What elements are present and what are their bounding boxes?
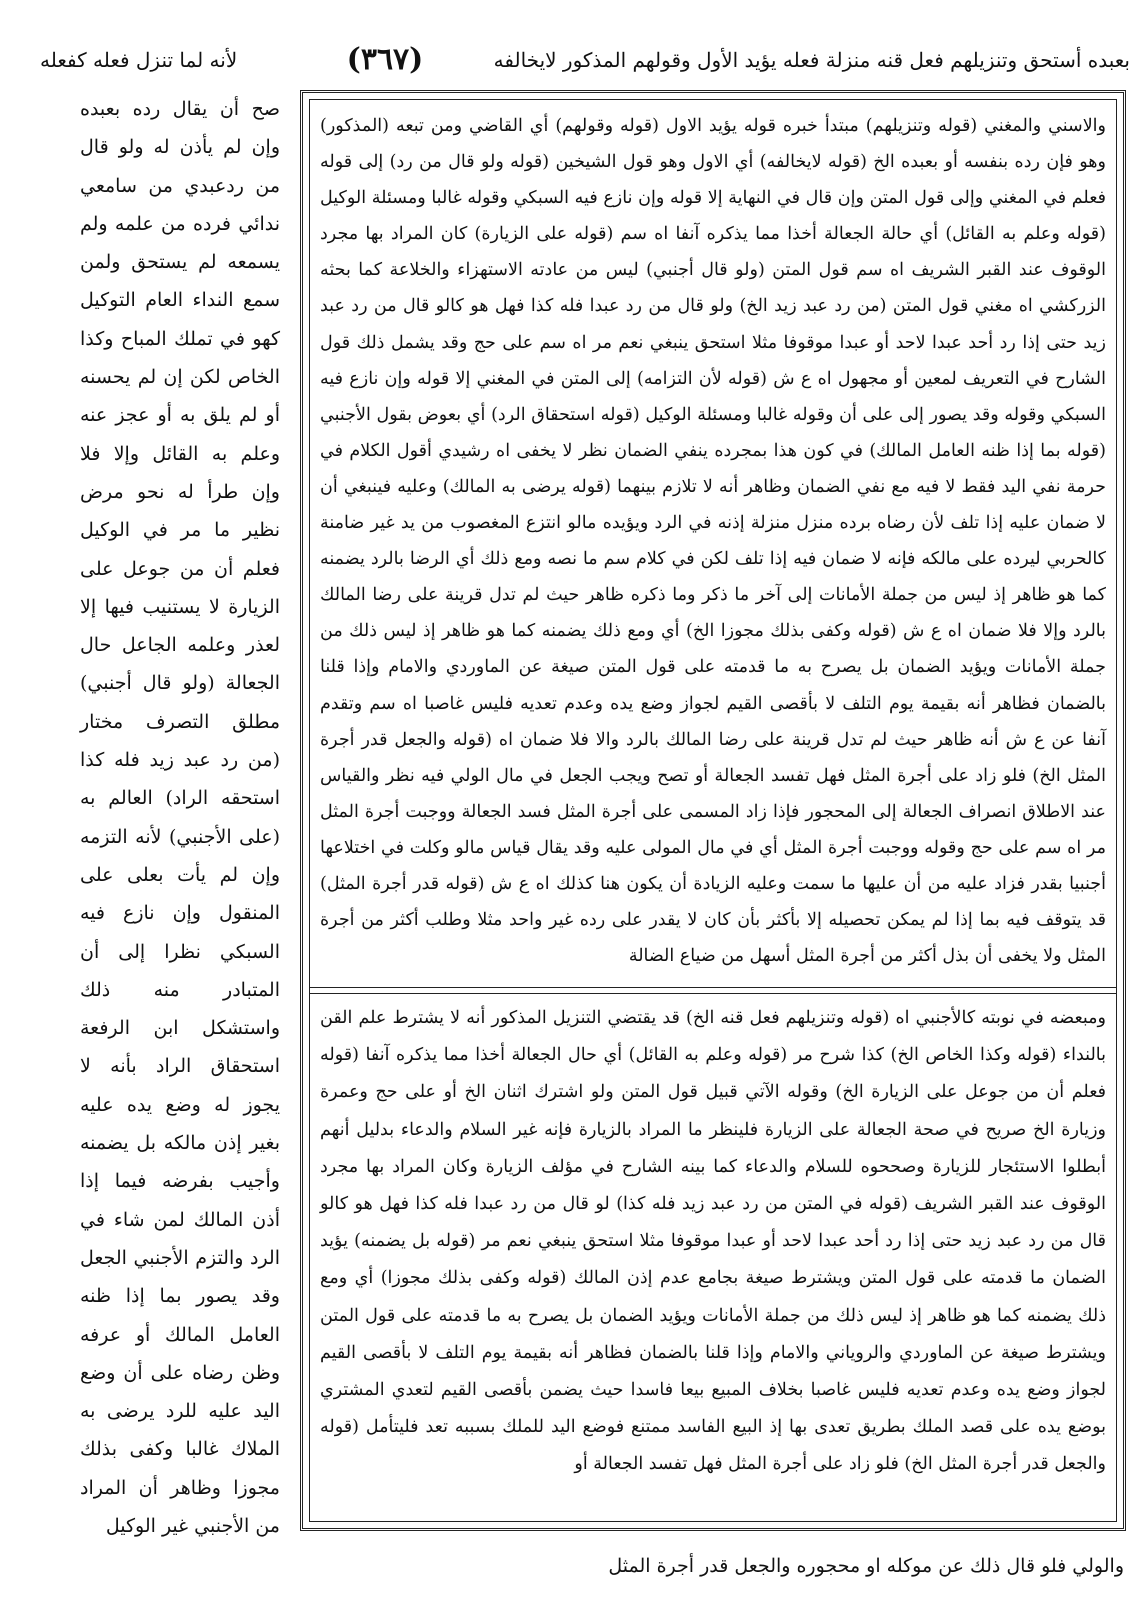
main-text-inner-frame bbox=[309, 99, 1117, 1522]
upper-commentary-block bbox=[320, 108, 1106, 976]
side-column-commentary bbox=[80, 90, 280, 1537]
upper-commentary-text: والاسني والمغني (قوله وتنزيلهم) مبتدأ خبره قوله يؤيد الاول (قوله وقولهم) أي القاضي ومن تبعه (المذكور) وهو فإن رده بنفسه أو بعبده الخ (قوله لايخالفه) أي الاول وهو قول الشيخين (قوله ولو قال من رد) إلى قوله فعلم في المغني وإلى قول المتن وإن قال في النهاية إلا قوله وإن نازع فيه السبكي وقوله غالبا ومسئلة الوكيل (قوله وعلم به القائل) أي حالة الجعالة أخذا مما يذكره آنفا اه سم (قوله على الزيارة) كان المراد بها مجرد الوقوف عند القبر الشريف اه سم قول المتن (ولو قال أجنبي) ليس من عادته الاستهزاء والخلاعة كما بحثه الزركشي اه مغني قول المتن (من رد عبد زيد الخ) ولو قال من رد عبدا فله كذا فهل هو كالو قال من رد عبد زيد حتى إذا رد أحد عبدا لاحد أو عبدا موقوفا مثلا استحق ينبغي نعم مر اه سم على حج وقد يشمل ذلك قول الشارح في التعريف لمعين أو مجهول اه ع ش (قوله لأن التزامه) إلى المتن في المغني إلا قوله وإن نازع فيه السبكي وقوله وقد يصور إلى على أن وقوله غالبا ومسئلة الوكيل (قوله استحقاق الرد) أي بعوض بقول الأجنبي (قوله بما إذا ظنه العامل المالك) في كون هذا بمجرده ينفي الضمان نظر لا يخفى اه رشيدي أقول الكلام في حرمة نفي اليد فقط لا فيه مع نفي الضمان وظاهر أنه لا تلازم بينهما (قوله يرضى به المالك) وعليه فينبغي أن لا ضمان عليه إذا تلف لأن رضاه برده منزل منزلة إذنه في الرد ويؤيده مالو انتزع المغصوب من يد غير ضامنة كالحربي ليرده على مالكه فإنه لا ضمان فيه إذا تلف لكن في كلام سم ما نصه ومع ذلك أي الرضا بالرد يضمنه كما هو ظاهر إذ ليس من جملة الأمانات إلى آخر ما ذكر وما ذكره ظاهر حيث لم تدل قرينة على رضا المالك بالرد وإلا فلا ضمان اه ع ش (قوله وكفى بذلك مجوزا الخ) أي ومع ذلك يضمنه كما هو ظاهر إذ ليس ذلك من جملة الأمانات ويؤيد الضمان بل يصرح به ما قدمته على قول المتن صيغة عن الماوردي والامام وإذا قلنا بالضمان فظاهر أنه بقيمة يوم التلف لا بأقصى القيم لجواز وضع يده وعدم تعديه فليس غاصبا اه سم وتقدم آنفا عن ع ش أنه ظاهر حيث لم تدل قرينة على رضا المالك بالرد والا فلا ضمان اه (قوله والجعل قدر أجرة المثل الخ) فلو زاد على أجرة المثل فهل تفسد الجعالة أو تصح ويجب الجعل في مال الولي فيه نظر والقياس عند الاطلاق انصراف الجعالة إلى المحجور فإذا زاد المسمى على أجرة المثل فسد الجعالة ووجبت أجرة المثل مر اه سم على حج وقوله ووجبت أجرة المثل أي في مال المولى عليه وقد يقال قياس مالو وكلت في اختلاعها أجنبيا بقدر فزاد عليه من أن عليها ما سمت وعليه الزيادة أن يكون هنا كذلك اه ع ش (قوله قدر أجرة المثل) قد يتوقف فيه بما إذا لم يمكن تحصيله إلا بأكثر بأن كان لا يقدر على رده غير واحد مثلا وطلب أكثر من أجرة المثل ولا يخفى أن بذل أكثر من أجرة المثل أسهل من ضياع الضالة bbox=[320, 116, 1106, 967]
page-number: (٣٦٧) bbox=[346, 42, 424, 77]
page-catchword: والولي فلو قال ذلك عن موكله او محجوره والجعل قدر أجرة المثل bbox=[608, 1555, 1124, 1577]
section-divider bbox=[310, 987, 1116, 994]
lower-commentary-text: ومبعضه في نوبته كالأجنبي اه (قوله وتنزيلهم فعل قنه الخ) قد يقتضي التنزيل المذكور أنه لا يشترط علم القن بالنداء (قوله وكذا الخاص الخ) كذا شرح مر (قوله وعلم به القائل) أي حال الجعالة أخذا مما يذكره آنفا (قوله فعلم أن من جوعل على الزيارة الخ) وقوله الآتي قبيل قول المتن ولو اشترك اثنان الخ أو على حج وعمرة وزيارة الخ صريح في صحة الجعالة على الزيارة فلينظر ما المراد بالزيارة فإنه غير السلام والدعاء بدليل أنهم أبطلوا الاستئجار للزيارة وصححوه للسلام والدعاء كما بينه الشارح في مؤلف الزيارة وكان المراد بها مجرد الوقوف عند القبر الشريف (قوله في المتن من رد عبد زيد فله كذا) لو قال من رد عبدا فله كذا فهل هو كالو قال من رد عبد زيد حتى إذا رد أحد عبدا لاحد أو عبدا موقوفا مثلا استحق ينبغي نعم مر (قوله بل يضمنه) يؤيد الضمان ما قدمته على قول المتن ويشترط صيغة بجامع عدم إذن المالك (قوله وكفى بذلك مجوزا) أي ومع ذلك يضمنه كما هو ظاهر إذ ليس ذلك من جملة الأمانات ويؤيد الضمان بل يصرح به ما قدمته على قول المتن ويشترط صيغة عن الماوردي والروياني والامام وإذا قلنا بالضمان فظاهر أنه بقيمة يوم التلف لا بأقصى القيم لجواز وضع يده وعدم تعديه فليس غاصبا بخلاف المبيع بيعا فاسدا حيث يضمن بأقصى القيم لتعدي المشتري بوضع يده على قصد الملك بطريق تعدى بها إذ البيع الفاسد ممتنع فوضع اليد للملك بسببه تعد فليتأمل (قوله والجعل قدر أجرة المثل الخ) فلو زاد على أجرة المثل فهل تفسد الجعالة أو bbox=[320, 1008, 1106, 1475]
main-text-frame bbox=[300, 90, 1126, 1531]
side-column-heading: لأنه لما تنزل فعله كفعله bbox=[40, 48, 238, 72]
side-column-text: صح أن يقال رده بعبده وإن لم يأذن له ولو قال من ردعبدي من سامعي ندائي فرده من علمه ولم يسمعه لم يستحق ولمن سمع النداء العام التوكيل كهو في تملك المباح وكذا الخاص لكن إن لم يحسنه أو لم يلق به أو عجز عنه وعلم به القائل وإلا فلا وإن طرأ له نحو مرض نظير ما مر في الوكيل فعلم أن من جوعل على الزيارة لا يستنيب فيها إلا لعذر وعلمه الجاعل حال الجعالة (ولو قال أجنبي) مطلق التصرف مختار (من رد عبد زيد فله كذا استحقه الراد) العالم به (على الأجنبي) لأنه التزمه وإن لم يأت بعلى على المنقول وإن نازع فيه السبكي نظرا إلى أن المتبادر منه ذلك واستشكل ابن الرفعة استحقاق الراد بأنه لا يجوز له وضع يده عليه بغير إذن مالكه بل يضمنه وأجيب بفرضه فيما إذا أذن المالك لمن شاء في الرد والتزم الأجنبي الجعل وقد يصور بما إذا ظنه العامل المالك أو عرفه وظن رضاه على أن وضع اليد عليه للرد يرضى به الملاك غالبا وكفى بذلك مجوزا وظاهر أن المراد من الأجنبي غير الوكيل bbox=[80, 98, 280, 1537]
running-title: بعبده أستحق وتنزيلهم فعل قنه منزلة فعله يؤيد الأول وقولهم المذكور لايخالفه bbox=[493, 48, 1130, 72]
lower-commentary-block bbox=[320, 1000, 1106, 1520]
